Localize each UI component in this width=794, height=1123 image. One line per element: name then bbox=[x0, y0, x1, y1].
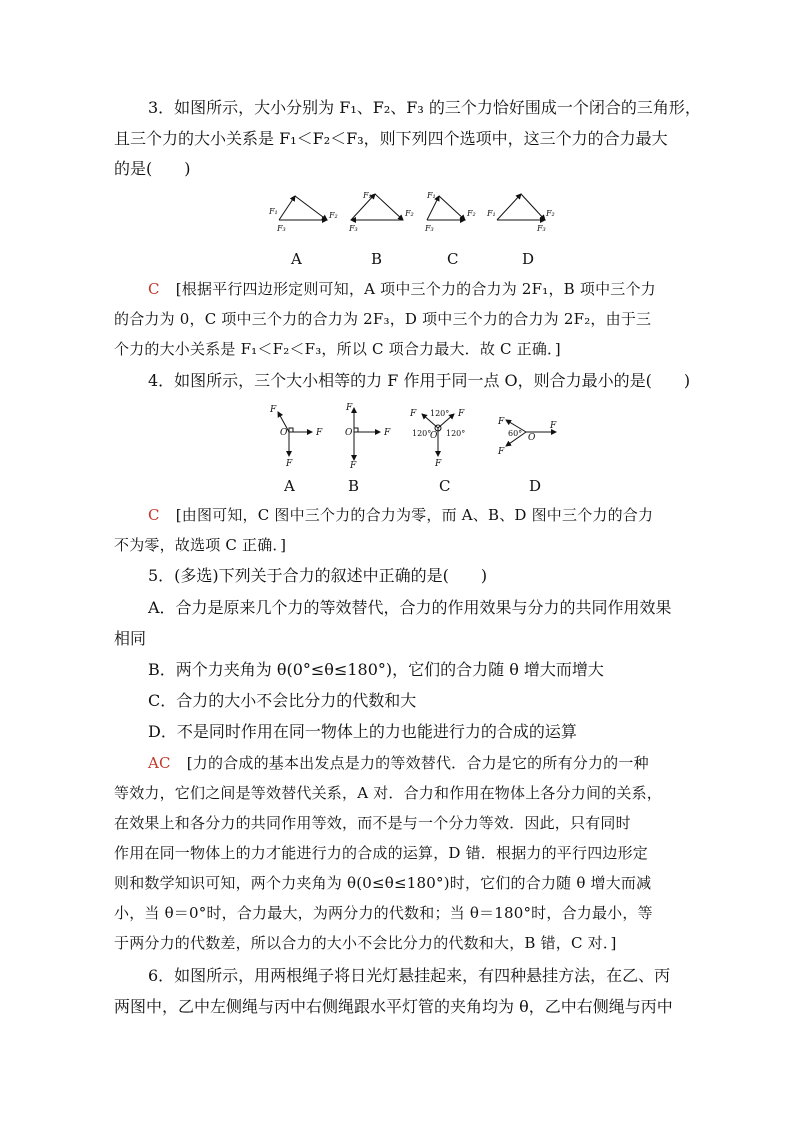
q5-answer-line2: 等效力，它们之间是等效替代关系，A 对．合力和作用在物体上各分力间的关系， bbox=[114, 784, 663, 802]
q4a-f-up-label: F bbox=[270, 405, 277, 415]
q4-label-a: A bbox=[284, 477, 295, 495]
q3c-f1-label: F₁ bbox=[427, 191, 436, 200]
q5-option-a-line2: 相同 bbox=[114, 629, 147, 648]
q3-line3: 的是( ) bbox=[114, 159, 191, 178]
q6-line2: 两图中，乙中左侧绳与丙中右侧绳跟水平灯管的夹角均为 θ，乙中右侧绳与丙中 bbox=[114, 997, 673, 1016]
q3-answer-key: C bbox=[148, 280, 160, 298]
q4c-o-label: O bbox=[430, 431, 438, 441]
q5-option-d: D．不是同时作用在同一物体上的力也能进行力的合成的运算 bbox=[148, 722, 577, 741]
q4-label-c: C bbox=[439, 477, 451, 495]
q3c-f2-label: F₂ bbox=[467, 209, 476, 218]
q3-answer-line3: 个力的大小关系是 F₁＜F₂＜F₃，所以 C 项合力最大．故 C 正确．] bbox=[114, 340, 561, 358]
q4c-f-right-label: F bbox=[458, 409, 465, 419]
q4d-f-lower-label: F bbox=[498, 447, 505, 457]
q3-label-d: D bbox=[522, 250, 535, 268]
q4a-f-right-label: F bbox=[316, 428, 323, 438]
q4c-f-down-label: F bbox=[435, 459, 442, 469]
q5-answer-line3: 在效果上和各分力的共同作用等效，而不是与一个分力等效．因此，只有同时 bbox=[114, 814, 631, 832]
q3a-f3-label: F₃ bbox=[277, 224, 286, 233]
q5-option-b: B．两个力夹角为 θ(0°≤θ≤180°)，它们的合力随 θ 增大而增大 bbox=[148, 660, 604, 679]
q4d-f-upper-label: F bbox=[498, 417, 505, 427]
q5-answer-line5: 则和数学知识可知，两个力夹角为 θ(0≤θ≤180°)时，它们的合力随 θ 增大而减 bbox=[114, 874, 652, 892]
q4-force-figures bbox=[262, 402, 582, 470]
q3-triangle-a bbox=[279, 196, 327, 220]
q3c-f3-label: F₃ bbox=[425, 224, 434, 233]
q5-answer-key: AC bbox=[148, 754, 171, 772]
q4-answer-key: C bbox=[148, 506, 160, 524]
q3-line1: 3．如图所示，大小分别为 F₁、F₂、F₃ 的三个力恰好围成一个闭合的三角形， bbox=[148, 98, 701, 117]
q5-option-a-line1: A．合力是原来几个力的等效替代，合力的作用效果与分力的共同作用效果 bbox=[148, 598, 672, 617]
q4c-angle-right: 120° bbox=[446, 429, 466, 438]
q4d-o-label: O bbox=[528, 433, 536, 443]
q4-answer-line1 bbox=[148, 505, 653, 525]
q3d-f3-label: F₃ bbox=[537, 224, 546, 233]
q3-label-b: B bbox=[371, 250, 383, 268]
q4d-f-right-label: F bbox=[550, 421, 557, 431]
q3-label-c: C bbox=[447, 250, 459, 268]
q4c-angle-left: 120° bbox=[412, 429, 432, 438]
q3d-f1-label: F₁ bbox=[487, 209, 496, 218]
q4-label-b: B bbox=[348, 477, 360, 495]
q4-answer-text1: [由图可知，C 图中三个力的合力为零，而 A、B、D 图中三个力的合力 bbox=[175, 506, 654, 524]
q4d-angle: 60° bbox=[508, 429, 523, 438]
q6-line1: 6．如图所示，用两根绳子将日光灯悬挂起来，有四种悬挂方法，在乙、丙 bbox=[148, 966, 671, 985]
q4-label-d: D bbox=[529, 477, 542, 495]
q3a-f1-label: F₁ bbox=[269, 207, 278, 216]
q4c-angle-top: 120° bbox=[430, 409, 450, 418]
q5-answer-line1 bbox=[148, 753, 649, 773]
q3d-f2-label: F₂ bbox=[546, 209, 555, 218]
q4a-o-label: O bbox=[280, 428, 288, 438]
q3a-f2-label: F₂ bbox=[329, 211, 338, 220]
q3-triangle-d bbox=[497, 194, 545, 220]
q4b-f-down-label: F bbox=[350, 461, 357, 470]
q4-line1: 4．如图所示，三个大小相等的力 F 作用于同一点 O，则合力最小的是( ) bbox=[148, 371, 691, 390]
q3-answer-line2: 的合力为 0，C 项中三个力的合力为 2F₃，D 项中三个力的合力为 2F₂，由于三 bbox=[114, 310, 652, 328]
q5-line1: 5．(多选)下列关于合力的叙述中正确的是( ) bbox=[148, 566, 488, 585]
q4b-f-up-label: F bbox=[346, 403, 353, 413]
q4-answer-line2: 不为零，故选项 C 正确．] bbox=[114, 536, 287, 554]
q3-answer-text1: [根据平行四边形定则可知，A 项中三个力的合力为 2F₁，B 项中三个力 bbox=[175, 280, 656, 298]
q3b-f2-label: F₂ bbox=[405, 209, 414, 218]
q4c-f-left-label: F bbox=[410, 409, 417, 419]
q5-answer-line6: 小，当 θ＝0°时，合力最大，为两分力的代数和；当 θ＝180°时，合力最小，等 bbox=[114, 904, 653, 922]
q3-line2: 且三个力的大小关系是 F₁＜F₂＜F₃，则下列四个选项中，这三个力的合力最大 bbox=[114, 129, 668, 148]
q3-label-a: A bbox=[291, 250, 302, 268]
q4b-f-right-label: F bbox=[384, 428, 391, 438]
q5-answer-line4: 作用在同一物体上的力才能进行力的合成的运算，D 错．根据力的平行四边形定 bbox=[114, 844, 648, 862]
q5-answer-text1: [力的合成的基本出发点是力的等效替代．合力是它的所有分力的一种 bbox=[186, 754, 649, 772]
q5-option-c: C．合力的大小不会比分力的代数和大 bbox=[148, 691, 417, 710]
q4-figure-b bbox=[354, 408, 380, 460]
q3-triangle-b bbox=[351, 194, 403, 220]
q4b-o-label: O bbox=[345, 428, 353, 438]
q3-answer-line1 bbox=[148, 279, 656, 299]
q3b-f3-label: F₃ bbox=[349, 224, 358, 233]
q4a-f-down-label: F bbox=[286, 459, 293, 469]
q3-triangle-figures bbox=[265, 186, 565, 240]
q3b-f1-label: F₁ bbox=[363, 191, 372, 200]
q5-answer-line7: 于两分力的代数差，所以合力的大小不会比分力的代数和大，B 错，C 对．] bbox=[114, 934, 617, 952]
